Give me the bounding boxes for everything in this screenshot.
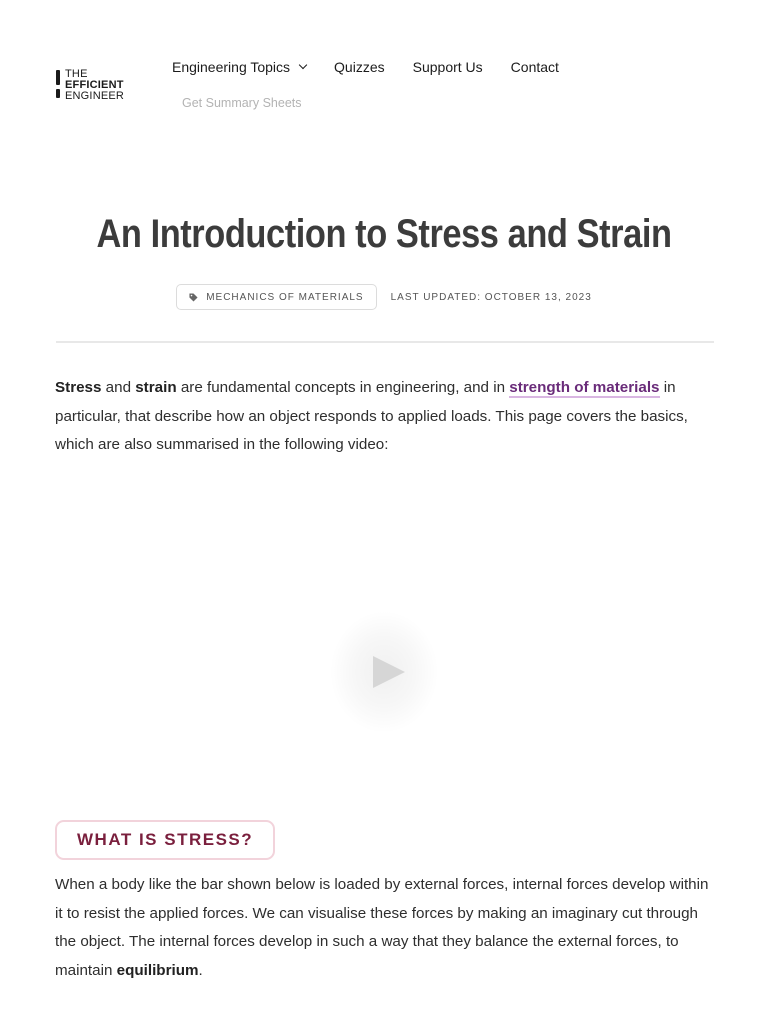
stress-paragraph-end: .	[198, 961, 203, 979]
intro-and: and	[101, 379, 136, 396]
play-icon	[373, 656, 405, 688]
strength-of-materials-link[interactable]: strength of materials	[509, 379, 660, 396]
category-label: MECHANICS OF MATERIALS	[206, 291, 364, 303]
play-button[interactable]	[329, 610, 439, 734]
title-divider	[56, 341, 714, 343]
video-embed[interactable]	[56, 470, 714, 870]
intro-paragraph	[55, 374, 715, 460]
tag-icon	[189, 293, 198, 302]
get-summary-sheets-link[interactable]: Get Summary Sheets	[182, 96, 302, 110]
chevron-down-icon	[299, 61, 307, 69]
logo-text-line3: ENGINEER	[65, 90, 125, 102]
stress-paragraph-text: When a body like the bar shown below is loaded by external forces, internal forces develop within it to resist the applied forces. We can visualise these forces by making an imaginary cut through the object. The internal forces develop in such a way that they balance the external forces, to maintain	[55, 876, 709, 979]
logo-text-line1: THE	[65, 68, 88, 80]
category-badge[interactable]	[176, 284, 376, 310]
nav-engineering-topics-label: Engineering Topics	[172, 59, 291, 75]
article-meta	[0, 284, 768, 310]
term-equilibrium: equilibrium	[116, 961, 199, 979]
nav-contact[interactable]: Contact	[510, 59, 559, 75]
stress-paragraph	[55, 871, 715, 985]
nav-engineering-topics[interactable]	[172, 59, 306, 75]
main-nav	[172, 57, 587, 77]
nav-support-us[interactable]: Support Us	[412, 59, 483, 75]
logo-mark	[56, 70, 60, 85]
logo-text-line2: EFFICIENT	[65, 79, 124, 91]
section-heading-what-is-stress: WHAT IS STRESS?	[55, 820, 275, 860]
term-stress: Stress	[55, 379, 102, 396]
term-strain: strain	[135, 379, 177, 396]
page-title: An Introduction to Stress and Strain	[96, 212, 672, 256]
nav-quizzes[interactable]: Quizzes	[334, 59, 385, 75]
site-logo[interactable]	[56, 68, 132, 104]
intro-text-2: in particular, that describe how an object responds to applied loads. This page covers the basics, which are also summarised in the following video:	[55, 379, 688, 453]
intro-text-1: are fundamental concepts in engineering, and in	[176, 379, 510, 396]
logo-mark-dot	[56, 89, 60, 98]
last-updated: LAST UPDATED: OCTOBER 13, 2023	[390, 291, 592, 303]
